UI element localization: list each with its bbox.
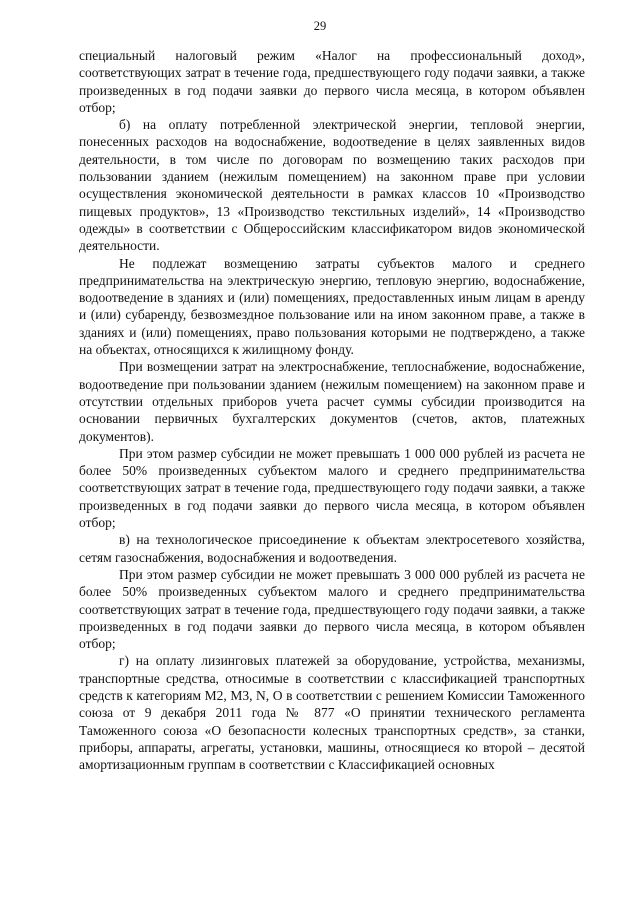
paragraph-metering: При возмещении затрат на электроснабжение, теплоснабжение, водоснабжение, водоотведение при пользовании зданием (нежилым помещением) на законном праве и отсутствии отдельных приборов учета расчет суммы субсидии производится на основании первичных бухгалтерских документов (счетов, актов, платежных документов). — [79, 359, 585, 444]
paragraph-item-v: в) на технологическое присоединение к объектам электросетевого хозяйства, сетям газоснабжения, водоснабжения и водоотведения. — [79, 532, 585, 565]
paragraph-item-b: б) на оплату потребленной электрической энергии, тепловой энергии, понесенных расходов на водоснабжение, водоотведение в целях заявленных видов деятельности, в том числе по договорам по возмещению таких расходов при пользовании зданием (нежилым помещением) на законном праве при условии осуществления экономической деятельности в рамках классов 10 «Производство пищевых продуктов», 13 «Производство текстильных изделий», 14 «Производство одежды» в соответствии с Общероссийским классификатором видов экономической деятельности. — [79, 117, 585, 254]
page-number: 29 — [313, 19, 327, 33]
paragraph-item-g: г) на оплату лизинговых платежей за оборудование, устройства, механизмы, транспортные средства, относимые в соответствии с классификацией транспортных средств к категориям М2, М3, N, О в соответствии с решением Комиссии Таможенного союза от 9 декабря 2011 года № 877 «О принятии технического регламента Таможенного союза «О безопасности колесных транспортных средств», за станки, приборы, аппараты, агрегаты, установки, машины, относящиеся ко второй – десятой амортизационным группам в соответствии с Классификацией основных — [79, 653, 585, 773]
paragraph-limit-2: При этом размер субсидии не может превышать 3 000 000 рублей из расчета не более 50% произведенных субъектом малого и среднего предпринимательства соответствующих затрат в течение года, предшествующего году подачи заявки, а также произведенных в год подачи заявки до первого числа месяца, в котором объявлен отбор; — [79, 566, 585, 652]
paragraph-continuation: специальный налоговый режим «Налог на профессиональный доход», соответствующих затрат в течение года, предшествующего году подачи заявки, а также произведенных в год подачи заявки до первого числа месяца, в котором объявлен отбор; — [79, 48, 585, 115]
document-body — [79, 47, 585, 773]
paragraph-exclusions: Не подлежат возмещению затраты субъектов малого и среднего предпринимательства на электрическую энергию, тепловую энергию, водоснабжение, водоотведение в зданиях и (или) помещениях, предоставленных иным лицам в аренду и (или) субаренду, безвозмездное пользование или на ином законном праве, а также в зданиях и (или) помещениях, право пользования которыми не подтверждено, а также на объектах, относящихся к жилищному фонду. — [79, 255, 585, 358]
paragraph-limit-1: При этом размер субсидии не может превышать 1 000 000 рублей из расчета не более 50% произведенных субъектом малого и среднего предпринимательства соответствующих затрат в течение года, предшествующего году подачи заявки, а также произведенных в год подачи заявки до первого числа месяца, в котором объявлен отбор; — [79, 445, 585, 531]
